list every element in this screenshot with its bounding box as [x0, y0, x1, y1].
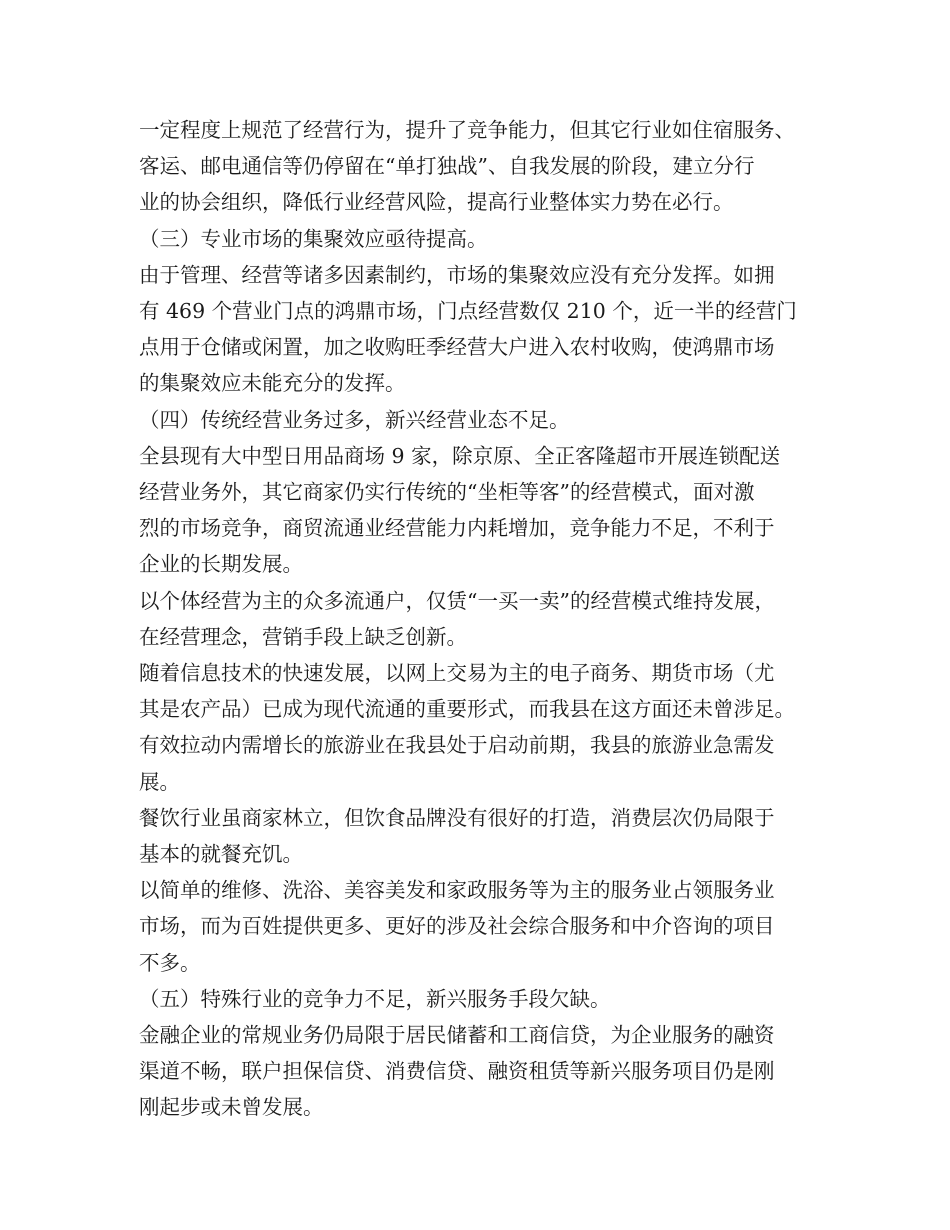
- text-line: 有效拉动内需增长的旅游业在我县处于启动前期，我县的旅游业急需发: [139, 733, 775, 758]
- document-page: [139, 112, 839, 1126]
- text-line: 基本的就餐充饥。: [139, 842, 303, 867]
- heading-text: （四）传统经营业务过多，新兴经营业态不足。: [139, 407, 570, 432]
- text-line: 刚起步或未曾发展。: [139, 1095, 324, 1120]
- paragraph-individual-traders: [139, 583, 839, 655]
- text-line: 不多。: [139, 950, 201, 975]
- text-line: 金融企业的常规业务仍局限于居民储蓄和工商信贷，为企业服务的融资: [139, 1023, 775, 1048]
- section-heading-3: [139, 221, 839, 257]
- text-line: 以简单的维修、洗浴、美容美发和家政服务等为主的服务业占领服务业: [139, 878, 775, 903]
- paragraph-finance: [139, 1017, 839, 1126]
- text-line: 点用于仓储或闲置，加之收购旺季经营大户进入农村收购，使鸿鼎市场: [139, 335, 775, 360]
- paragraph-malls: [139, 438, 839, 583]
- section-heading-4: [139, 402, 839, 438]
- text-line: 一定程度上规范了经营行为，提升了竞争能力，但其它行业如住宿服务、: [139, 118, 795, 142]
- section-heading-5: [139, 981, 839, 1017]
- heading-text: （五）特殊行业的竞争力不足，新兴服务手段欠缺。: [139, 986, 611, 1011]
- text-line: 客运、邮电通信等仍停留在“单打独战”、自我发展的阶段，建立分行: [139, 154, 755, 179]
- text-line: 随着信息技术的快速发展，以网上交易为主的电子商务、期货市场（尤: [139, 661, 775, 686]
- text-line: 渠道不畅，联户担保信贷、消费信贷、融资租赁等新兴服务项目仍是刚: [139, 1059, 775, 1084]
- paragraph-catering: [139, 800, 839, 872]
- paragraph-market-cluster: [139, 257, 839, 402]
- text-line: 企业的长期发展。: [139, 552, 303, 577]
- text-line: 其是农产品）已成为现代流通的重要形式，而我县在这方面还未曾涉足。: [139, 697, 795, 722]
- text-line: 全县现有大中型日用品商场 9 家，除京原、全正客隆超市开展连锁配送: [139, 443, 781, 468]
- text-line: 烈的市场竞争，商贸流通业经营能力内耗增加，竞争能力不足，不利于: [139, 516, 775, 541]
- paragraph-tourism: [139, 727, 839, 799]
- text-line: 经营业务外，其它商家仍实行传统的“坐柜等客”的经营模式，面对激: [139, 480, 755, 505]
- text-line: 由于管理、经营等诸多因素制约，市场的集聚效应没有充分发挥。如拥: [139, 262, 775, 287]
- text-line: 市场，而为百姓提供更多、更好的涉及社会综合服务和中介咨询的项目: [139, 914, 775, 939]
- text-line: 在经营理念，营销手段上缺乏创新。: [139, 624, 467, 649]
- text-line: 以个体经营为主的众多流通户，仅赁“一买一卖”的经营模式维持发展，: [139, 588, 775, 613]
- text-line: 的集聚效应未能充分的发挥。: [139, 371, 406, 396]
- paragraph-ecommerce: [139, 655, 839, 727]
- text-line: 展。: [139, 769, 180, 794]
- text-line: 业的协会组织，降低行业经营风险，提高行业整体实力势在必行。: [139, 190, 734, 215]
- text-line: 餐饮行业虽商家林立，但饮食品牌没有很好的打造，消费层次仍局限于: [139, 805, 775, 830]
- text-line: 有 469 个营业门点的鸿鼎市场，门点经营数仅 210 个，近一半的经营门: [139, 299, 797, 324]
- paragraph-services: [139, 872, 839, 981]
- heading-text: （三）专业市场的集聚效应亟待提高。: [139, 226, 488, 251]
- paragraph-association: [139, 112, 839, 221]
